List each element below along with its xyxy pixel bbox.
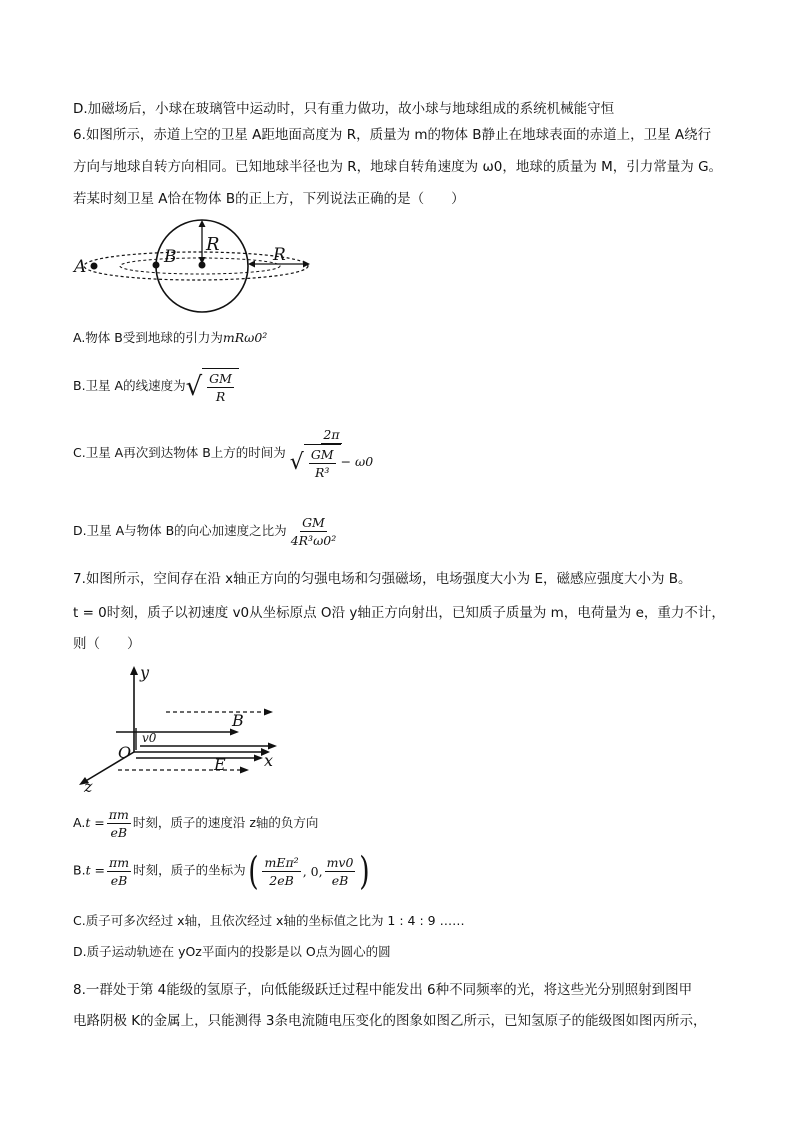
q6-earth-satellite-figure: [70, 212, 320, 318]
q6-option-a: A.物体 B受到地球的引力为mRω0²: [73, 330, 268, 345]
label-x: x: [264, 751, 274, 770]
object-b-dot: [153, 262, 160, 269]
q6-option-d: D.卫星 A与物体 B的向心加速度之比为 $\frac{GM}{\text{4R³ω0²}}$: [73, 515, 337, 548]
gravity-expression: mRω0²: [222, 330, 268, 345]
label-v0: v0: [142, 731, 157, 745]
q7-option-d: D.质子运动轨迹在 yOz平面内的投影是以 O点为圆心的圆: [73, 944, 391, 959]
q7-stem-line1: 7.如图所示，空间存在沿 x轴正方向的匀强电场和匀强磁场，电场强度大小为 E，磁感应强度大小为 B。: [73, 571, 692, 587]
satellite-a-dot: [91, 263, 98, 270]
q6-option-b: B.卫星 A的线速度为 √ $\frac{GM}{R}$: [73, 368, 239, 405]
label-e: E: [214, 755, 226, 774]
q6-stem-line1: 6.如图所示，赤道上空的卫星 A距地面高度为 R，质量为 m的物体 B静止在地球表面的赤道上，卫星 A绕行: [73, 127, 712, 143]
label-r-vertical: R: [206, 234, 220, 255]
q7-field-axes-figure: [74, 662, 294, 792]
label-z: z: [84, 777, 93, 792]
q8-stem-line1: 8.一群处于第 4能级的氢原子，向低能级跃迁过程中能发出 6种不同频率的光，将这些光分别照射到图甲: [73, 982, 693, 998]
q7-option-c: C.质子可多次经过 x轴，且依次经过 x轴的坐标值之比为 1 : 4 : 9 ……: [73, 913, 465, 928]
sqrt-gm-over-r: √ $\frac{GM}{R}$: [186, 368, 239, 405]
period-fraction: 2π √ $\frac{GM}{\text{R³}}$ − ω0: [289, 427, 374, 480]
coordinate-tuple: ( $\frac{\text{mEπ²}}{2eB}$ , 0, $\frac{mv0}{eB}$ ): [247, 849, 371, 893]
label-y: y: [140, 663, 150, 682]
label-o: O: [118, 743, 132, 762]
q5-option-d: D.加磁场后，小球在玻璃管中运动时，只有重力做功，故小球与地球组成的系统机械能守恒: [73, 101, 615, 117]
acceleration-ratio: $\frac{GM}{\text{4R³ω0²}}$: [290, 515, 337, 548]
q7-stem-line2: t = 0时刻，质子以初速度 v0从坐标原点 O沿 y轴正方向射出，已知质子质量为 m，电荷量为 e，重力不计，: [73, 605, 725, 621]
label-b: B: [164, 247, 177, 267]
label-b: B: [232, 711, 244, 730]
q6-stem-line3: 若某时刻卫星 A恰在物体 B的正上方，下列说法正确的是（ ）: [73, 191, 465, 207]
q7-stem-line3: 则（ ）: [73, 636, 141, 652]
q7-option-a: A.t = $\frac{\pi m}{eB}$ 时刻，质子的速度沿 z轴的负方向: [73, 807, 319, 840]
label-a: A: [74, 257, 87, 277]
q7-option-b: B.t = $\frac{\pi m}{eB}$ 时刻，质子的坐标为 ( $\frac{\text{mEπ²}}{2eB}$ , 0, $\frac{mv0}{eB}$ ): [73, 852, 372, 890]
q8-stem-line2: 电路阴极 K的金属上，只能测得 3条电流随电压变化的图象如图乙所示，已知氢原子的能级图如图丙所示，: [73, 1013, 707, 1029]
q6-option-c: C.卫星 A再次到达物体 B上方的时间为 2π √ $\frac{GM}{\text{R³}}$ − ω0: [73, 427, 374, 480]
label-r-horizontal: R: [273, 245, 286, 265]
q6-stem-line2: 方向与地球自转方向相同。已知地球半径也为 R，地球自转角速度为 ω0，地球的质量为 M，引力常量为 G。: [73, 159, 723, 175]
